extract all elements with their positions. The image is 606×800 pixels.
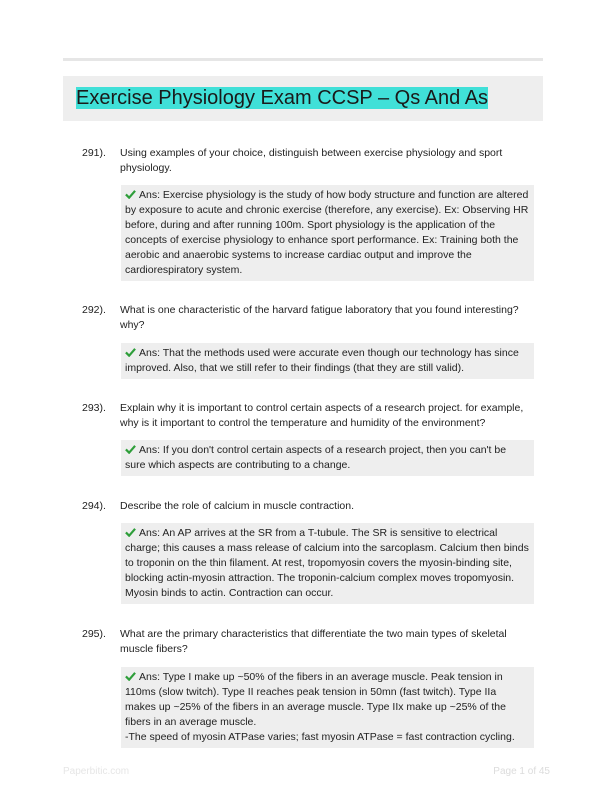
question-number: 291). xyxy=(82,147,106,159)
answer-text: Ans: An AP arrives at the SR from a T-tubule. The SR is sensitive to electrical charge; this causes a mass release of calcium into the sarcoplasm. Calcium then binds to troponin on the thin filament. At rest, tropomyosin covers the myosin-binding site, blocking actin-myosin attraction. The troponin-calcium complex moves tropomyosin. Myosin binds to actin. Contraction can occur. xyxy=(125,527,529,599)
answer-text: Ans: Exercise physiology is the study of how body structure and function are altered by exposure to acute and chronic exercise (therefore, any exercise). Ex: Observing HR before, during and after running 100m. Sport physiology is the application of the concepts of exercise physiology to enhance sport performance. Ex: Training both the aerobic and anaerobic systems to increase cardiac output and improve the cardiorespiratory system. xyxy=(125,189,529,276)
question-number: 293). xyxy=(82,402,106,414)
answer-box xyxy=(121,343,534,379)
question-text: What are the primary characteristics that differentiate the two main types of skeletal muscle fibers? xyxy=(120,628,507,655)
checkmark-icon xyxy=(125,444,136,454)
answer-extra-line: -The speed of myosin ATPase varies; fast myosin ATPase = fast contraction cycling. xyxy=(125,731,515,743)
question-text: Describe the role of calcium in muscle contraction. xyxy=(120,500,355,512)
checkmark-icon xyxy=(125,671,136,681)
footer-page-number: Page 1 of 45 xyxy=(493,766,550,777)
question-number: 292). xyxy=(82,304,106,316)
answer-text: Ans: If you don't control certain aspects of a research project, then you can't be sure which aspects are contributing to a change. xyxy=(125,444,507,471)
checkmark-icon xyxy=(125,527,136,537)
question-text: What is one characteristic of the harvard fatigue laboratory that you found interesting? why? xyxy=(120,304,519,331)
question-number: 294). xyxy=(82,500,106,512)
top-divider xyxy=(63,58,543,61)
footer-site: Paperbitic.com xyxy=(63,766,130,777)
answer-box xyxy=(121,440,534,476)
question-number: 295). xyxy=(82,628,106,640)
question-text: Explain why it is important to control certain aspects of a research project. for example, why is it important to control the temperature and humidity of the environment? xyxy=(120,402,524,429)
answer-text: Ans: Type I make up ~50% of the fibers in an average muscle. Peak tension in 110ms (slow twitch). Type II reaches peak tension in 50mn (fast twitch). Type IIa makes up ~25% of the fibers in an average muscle. Type IIx make up ~25% of the fibers in an average muscle. xyxy=(125,671,506,728)
answer-box xyxy=(121,667,534,748)
answer-box xyxy=(121,185,534,281)
page-title: Exercise Physiology Exam CCSP – Qs And As xyxy=(76,87,489,109)
question-text: Using examples of your choice, distinguish between exercise physiology and sport physiology. xyxy=(120,147,503,174)
answer-text: Ans: That the methods used were accurate even though our technology has since improved. Also, that we still refer to their findings (that they are still valid). xyxy=(125,347,519,374)
title-band xyxy=(63,76,543,121)
checkmark-icon xyxy=(125,189,136,199)
checkmark-icon xyxy=(125,347,136,357)
answer-box xyxy=(121,523,534,604)
